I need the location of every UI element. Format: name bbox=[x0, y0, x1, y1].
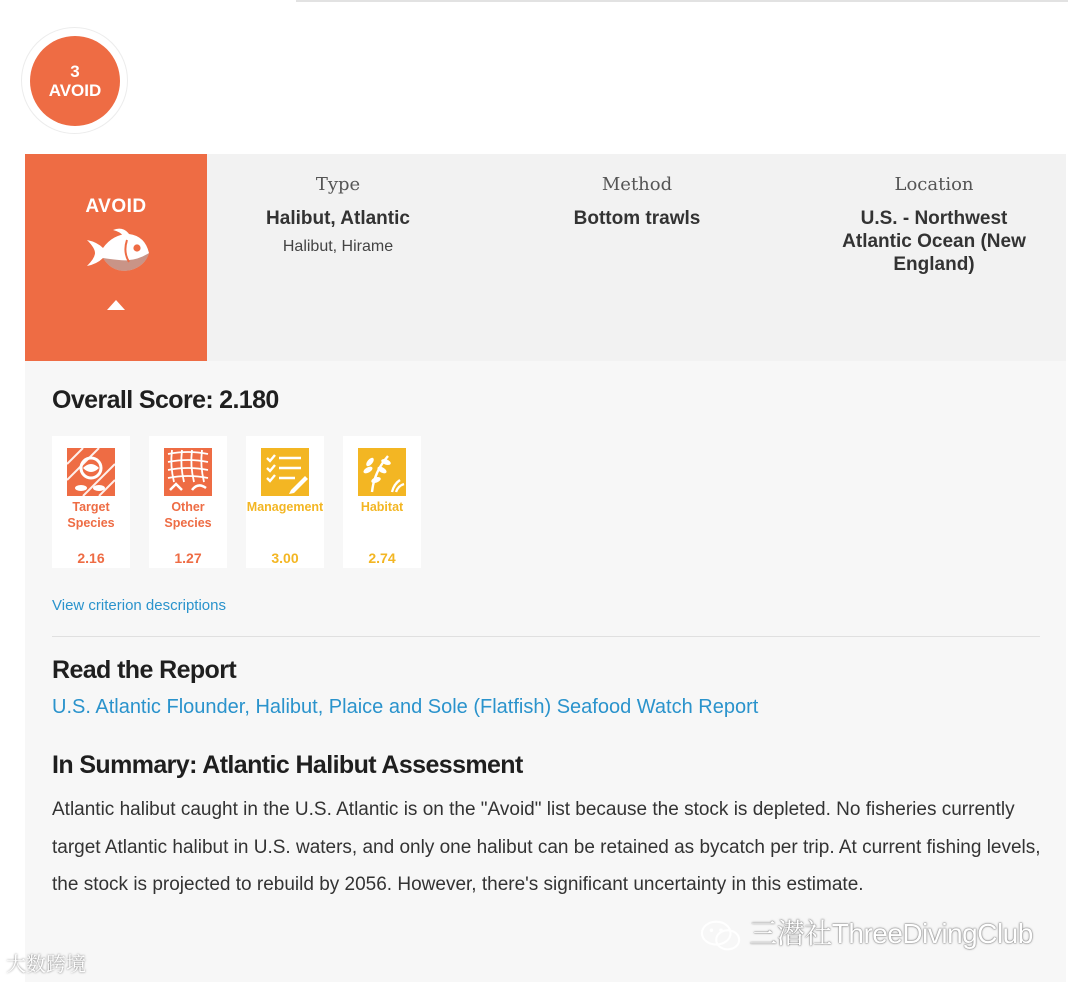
location-value: U.S. - Northwest Atlantic Ocean (New England) bbox=[842, 208, 1026, 275]
summary-heading: In Summary: Atlantic Halibut Assessment bbox=[52, 751, 523, 779]
method-column bbox=[537, 174, 737, 230]
criterion-other-species[interactable] bbox=[149, 436, 227, 568]
criterion-score: 1.27 bbox=[174, 550, 202, 566]
criterion-score: 2.74 bbox=[368, 550, 396, 566]
type-column bbox=[238, 174, 438, 256]
section-divider bbox=[52, 636, 1040, 637]
rating-badge bbox=[30, 36, 120, 126]
type-heading: Type bbox=[315, 174, 361, 195]
criterion-target-species[interactable] bbox=[52, 436, 130, 568]
habitat-icon bbox=[358, 448, 406, 496]
watermark-corner-text: 大数跨境 bbox=[6, 954, 86, 976]
criterion-management[interactable] bbox=[246, 436, 324, 568]
rating-number: 3 bbox=[70, 62, 80, 81]
avoid-label: AVOID bbox=[85, 196, 147, 217]
overall-score bbox=[52, 386, 279, 415]
criterion-score: 3.00 bbox=[271, 550, 299, 566]
rating-label: AVOID bbox=[48, 81, 102, 100]
wechat-icon bbox=[700, 919, 742, 953]
summary-text: Atlantic halibut caught in the U.S. Atlantic is on the "Avoid" list because the stock is depleted. No fisheries currently target Atlantic halibut in U.S. waters, and only one halibut can be retained as bycatch per trip. At current fishing levels, the stock is projected to rebuild by 2056. However, there's significant uncertainty in this estimate. bbox=[52, 799, 1041, 895]
recommendation-card bbox=[25, 154, 1066, 982]
other-species-icon bbox=[164, 448, 212, 496]
type-subvalue: Halibut, Hirame bbox=[282, 238, 394, 255]
criterion-score: 2.16 bbox=[77, 550, 105, 566]
watermark-main-text: 三潜社ThreeDivingClub bbox=[749, 918, 1033, 949]
management-icon bbox=[261, 448, 309, 496]
criterion-label: Target Species bbox=[67, 500, 115, 530]
report-link[interactable]: U.S. Atlantic Flounder, Halibut, Plaice and Sole (Flatfish) Seafood Watch Report bbox=[52, 696, 759, 718]
method-value: Bottom trawls bbox=[573, 208, 701, 229]
top-divider bbox=[296, 0, 1068, 2]
read-report-heading: Read the Report bbox=[52, 656, 237, 684]
card-header bbox=[25, 154, 1066, 361]
fish-icon bbox=[83, 226, 151, 280]
location-column bbox=[824, 174, 1044, 276]
criterion-label: Other Species bbox=[164, 500, 212, 530]
target-species-icon bbox=[67, 448, 115, 496]
watermark-corner bbox=[6, 948, 86, 977]
criterion-habitat[interactable] bbox=[343, 436, 421, 568]
overall-score-value: 2.180 bbox=[219, 386, 279, 414]
method-heading: Method bbox=[601, 174, 673, 195]
caret-up-icon bbox=[107, 300, 125, 310]
criterion-label: Management bbox=[246, 500, 324, 514]
avoid-panel[interactable] bbox=[25, 154, 207, 361]
watermark-main bbox=[700, 912, 1033, 953]
overall-score-label: Overall Score: bbox=[52, 386, 214, 414]
view-criterion-descriptions-link[interactable]: View criterion descriptions bbox=[52, 597, 226, 614]
criterion-label: Habitat bbox=[360, 500, 404, 514]
type-value: Halibut, Atlantic bbox=[266, 208, 410, 229]
location-heading: Location bbox=[894, 174, 974, 195]
